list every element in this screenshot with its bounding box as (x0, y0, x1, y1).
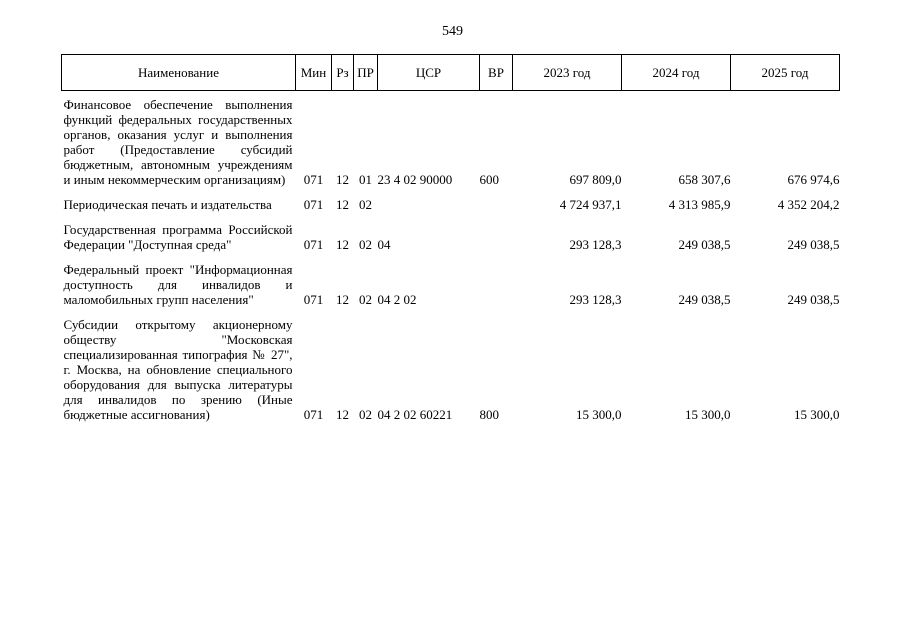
row-2025: 4 352 204,2 (777, 197, 840, 212)
row-csr: 04 (377, 237, 391, 252)
row-pr: 02 (359, 237, 372, 252)
row-2023: 4 724 937,1 (559, 197, 622, 212)
table-row (62, 222, 840, 252)
row-2025: 15 300,0 (794, 407, 840, 422)
header-rz: Рз (332, 55, 354, 91)
row-csr: 04 2 02 60221 (377, 407, 453, 422)
header-row (62, 55, 840, 91)
budget-table (61, 54, 840, 422)
row-2024: 249 038,5 (678, 237, 731, 252)
header-csr: ЦСР (378, 55, 480, 91)
row-csr (378, 197, 480, 212)
row-vr (480, 197, 513, 212)
row-2023: 15 300,0 (576, 407, 622, 422)
row-2024: 249 038,5 (678, 292, 731, 307)
row-name: Периодическая печать и издательства (63, 197, 272, 212)
table-row (62, 97, 840, 187)
row-name: Субсидии открытому акционерному обществу "Московская специализированная типография № 27", г. Москва, на обновление специального оборудования для выпуска литературы для инвалидов по зрению (Иные бюджетные ассигнования) (63, 317, 293, 422)
row-name: Федеральный проект "Информационная доступность для инвалидов и маломобильных групп населения" (63, 262, 293, 307)
header-vr: ВР (480, 55, 513, 91)
header-2025: 2025 год (731, 55, 840, 91)
row-2024: 658 307,6 (678, 172, 731, 187)
row-2023: 293 128,3 (569, 292, 622, 307)
page-number: 549 (442, 24, 463, 39)
row-2023: 293 128,3 (569, 237, 622, 252)
table-row (62, 197, 840, 212)
row-min: 071 (303, 407, 324, 422)
row-pr: 02 (359, 407, 372, 422)
table-row (62, 262, 840, 307)
row-pr: 02 (359, 197, 372, 212)
row-rz: 12 (336, 292, 349, 307)
header-min: Мин (296, 55, 332, 91)
row-2025: 676 974,6 (787, 172, 840, 187)
row-name: Финансовое обеспечение выполнения функций федеральных государственных органов, оказания услуг и выполнения работ (Предоставление субсидий бюджетным, автономным учреждениям и иным некоммерческим организациям) (63, 97, 293, 187)
row-vr (480, 222, 513, 252)
row-csr: 04 2 02 (377, 292, 417, 307)
row-rz: 12 (336, 197, 349, 212)
row-2025: 249 038,5 (787, 292, 840, 307)
row-rz: 12 (336, 237, 349, 252)
row-min: 071 (303, 197, 324, 212)
row-vr: 600 (479, 172, 499, 187)
header-pr: ПР (354, 55, 378, 91)
row-vr (480, 262, 513, 307)
row-min: 071 (303, 237, 324, 252)
row-csr: 23 4 02 90000 (377, 172, 453, 187)
header-name: Наименование (62, 55, 296, 91)
header-2024: 2024 год (622, 55, 731, 91)
row-2024: 15 300,0 (685, 407, 731, 422)
row-vr: 800 (479, 407, 499, 422)
row-2023: 697 809,0 (569, 172, 622, 187)
row-name: Государственная программа Российской Федерации "Доступная среда" (63, 222, 293, 252)
row-min: 071 (303, 172, 324, 187)
row-rz: 12 (336, 172, 349, 187)
row-rz: 12 (336, 407, 349, 422)
table-row (62, 317, 840, 422)
header-2023: 2023 год (513, 55, 622, 91)
row-2025: 249 038,5 (787, 237, 840, 252)
row-min: 071 (303, 292, 324, 307)
row-pr: 02 (359, 292, 372, 307)
row-2024: 4 313 985,9 (668, 197, 731, 212)
row-pr: 01 (359, 172, 372, 187)
